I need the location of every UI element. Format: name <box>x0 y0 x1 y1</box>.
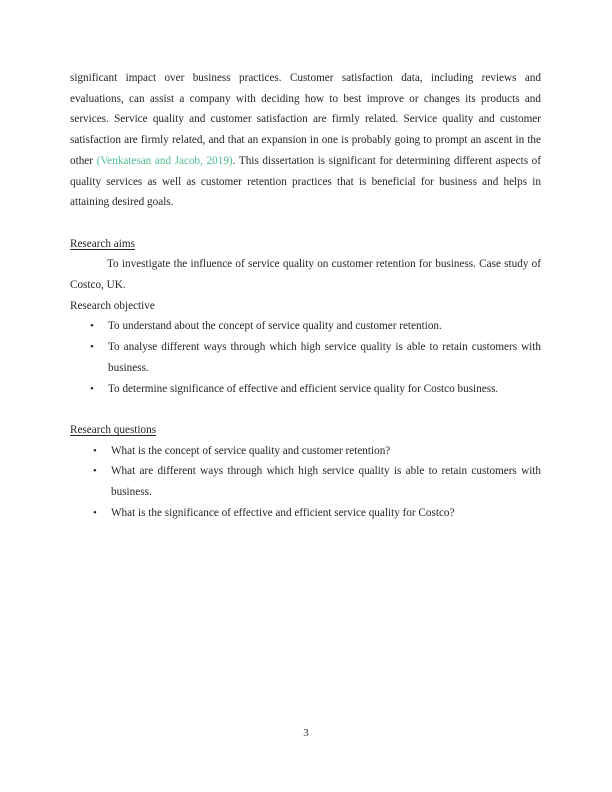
opening-paragraph <box>70 68 541 213</box>
bullet-icon: • <box>93 444 97 457</box>
spacer-before-research-questions <box>70 399 541 420</box>
list-item <box>70 379 541 400</box>
bullet-icon: • <box>90 341 94 354</box>
list-item-label: To analyse different ways through which high service quality is able to retain customers with business. <box>108 341 541 374</box>
inline-citation: (Venkatesan and Jacob, 2019) <box>96 154 233 167</box>
bullet-icon: • <box>93 465 97 478</box>
bullet-icon: • <box>90 382 94 395</box>
heading-research-objective: Research objective <box>70 299 155 312</box>
list-item-label: What is the concept of service quality and customer retention? <box>111 444 391 457</box>
list-item-label: What are different ways through which high service quality is able to retain customers with business. <box>111 465 541 499</box>
spacer-before-research-aims <box>70 213 541 234</box>
list-item <box>73 461 541 502</box>
heading-research-aims: Research aims <box>70 237 135 250</box>
list-item <box>73 441 541 462</box>
opening-paragraph-text-before-citation: significant impact over business practices. Customer satisfaction data, including reviews and evaluations, can assist a company with deciding how to best improve or changes its products and services. Service quality and customer satisfaction are firmly related. Service quality and customer satisfaction are firmly related, and that an expansion in one is probably going to prompt an ascent in the other <box>70 72 541 167</box>
list-item <box>73 503 541 524</box>
bullet-icon: • <box>93 506 97 519</box>
research-questions-list <box>70 441 541 524</box>
list-item <box>70 316 541 337</box>
heading-research-questions: Research questions <box>70 423 157 436</box>
list-item-label: To determine significance of effective and efficient service quality for Costco business. <box>108 382 499 395</box>
research-aims-body: To investigate the influence of service quality on customer retention for business. Case study of Costco, UK. <box>70 258 541 292</box>
list-item-label: What is the significance of effective and efficient service quality for Costco? <box>111 506 455 519</box>
opening-paragraph-text-after-citation: . This dissertation is significant for determining different aspects of quality services as well as customer retention practices that is beneficial for business and helps in attaining desired goals. <box>70 154 541 209</box>
bullet-icon: • <box>90 320 94 333</box>
page-content <box>70 68 541 523</box>
research-objective-list <box>70 316 541 399</box>
list-item-label: To understand about the concept of service quality and customer retention. <box>108 320 442 333</box>
page-number: 3 <box>303 727 309 739</box>
list-item <box>70 337 541 378</box>
